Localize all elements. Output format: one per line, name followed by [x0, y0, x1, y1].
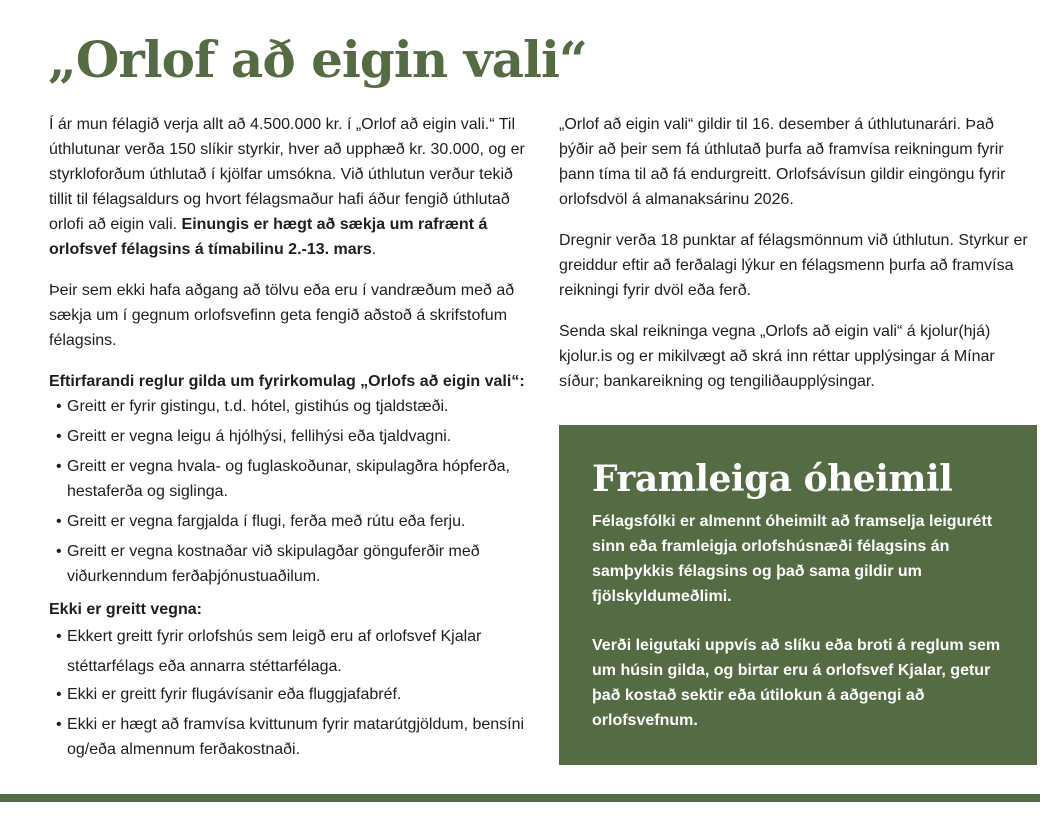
list-item: • Greitt er vegna fargjalda í flugi, ferða með rútu eða ferju.	[49, 509, 534, 534]
rules-heading: Eftirfarandi reglur gilda um fyrirkomulag „Orlofs að eigin vali“:	[49, 373, 525, 390]
bottom-divider	[0, 794, 1040, 802]
list-item: • Greitt er vegna hvala- og fuglaskoðunar, skipulagðra hópferða, hestaferða og siglinga.	[49, 454, 534, 504]
intro-text: Í ár mun félagið verja allt að 4.500.000 kr. í „Orlof að eigin vali.“ Til úthlutunar verða 150 slíkir styrkir, hver að upphæð kr. 30.000, og er styrkloforðum úthlutað í kjölfar umsókna. Við úthlutun verður tekið tillit til félagsaldurs og hvort félagsmaður hafi áður fengið úthlutað orlofi að eigin vali.	[49, 116, 525, 233]
invoice-paragraph: Senda skal reikninga vegna „Orlofs að eigin vali“ á kjolur(hjá) kjolur.is og er mikilvægt að skrá inn réttar upplýsingar á Mínar síður; bankareikning og tengiliðaupplýsingar.	[559, 323, 995, 390]
list-item: • Greitt er vegna leigu á hjólhýsi, fellihýsi eða tjaldvagni.	[49, 424, 534, 449]
exclusions-list	[49, 622, 534, 762]
assistance-paragraph: Þeir sem ekki hafa aðgang að tölvu eða eru í vandræðum með að sækja um í gegnum orlofsvefinn geta fengið aðstoð á skrifstofum félagsins.	[49, 282, 515, 349]
list-item: • Ekki er hægt að framvísa kvittunum fyrir matarútgjöldum, bensíni og/eða almennum ferðakostnaði.	[49, 712, 534, 762]
points-paragraph: Dregnir verða 18 punktar af félagsmönnum við úthlutun. Styrkur er greiddur eftir að ferðalagi lýkur en félagsmenn þurfa að framvísa reikningi fyrir dvöl eða ferð.	[559, 232, 1028, 299]
intro-application-note: Einungis er hægt að sækja um rafrænt á orlofsvef félagsins á tímabilinu 2.-13. mars	[49, 216, 488, 258]
left-column	[49, 112, 534, 770]
exclusions-heading: Ekki er greitt vegna:	[49, 601, 202, 618]
list-item: • Greitt er vegna kostnaðar við skipulagðar gönguferðir með viðurkenndum ferðaþjónustuaðilum.	[49, 539, 534, 589]
sublet-notice-box	[559, 425, 1037, 765]
sublet-paragraph-1: Félagsfólki er almennt óheimilt að framselja leigurétt sinn eða framleigja orlofshúsnæði félagsins án samþykkis félagsins og það sama gildir um fjölskyldumeðlimi.	[592, 513, 993, 605]
right-column	[559, 112, 1029, 410]
intro-period: .	[371, 241, 377, 258]
sublet-heading: Framleiga óheimil	[592, 458, 953, 500]
page-title: „Orlof að eigin vali“	[48, 30, 587, 89]
intro-paragraph	[49, 112, 534, 262]
rules-list	[49, 394, 534, 589]
validity-paragraph: „Orlof að eigin vali“ gildir til 16. desember á úthlutunarári. Það þýðir að þeir sem fá úthlutað þurfa að framvísa reikningum fyrir þann tíma til að fá endurgreitt. Orlofsávísun gildir eingöngu fyrir orlofsdvöl á almanaksárinu 2026.	[559, 116, 1006, 208]
list-item: • Ekkert greitt fyrir orlofshús sem leigð eru af orlofsvef Kjalar stéttarfélags eða annarra stéttarfélaga.	[49, 622, 534, 682]
list-item: • Ekki er greitt fyrir flugávísanir eða fluggjafabréf.	[49, 682, 534, 707]
sublet-paragraph-2: Verði leigutaki uppvís að slíku eða broti á reglum sem um húsin gilda, og birtar eru á orlofsvef Kjalar, getur það kostað sektir eða útilokun á aðgengi að orlofsvefnum.	[592, 637, 1001, 729]
list-item: • Greitt er fyrir gistingu, t.d. hótel, gistihús og tjaldstæði.	[49, 394, 534, 419]
